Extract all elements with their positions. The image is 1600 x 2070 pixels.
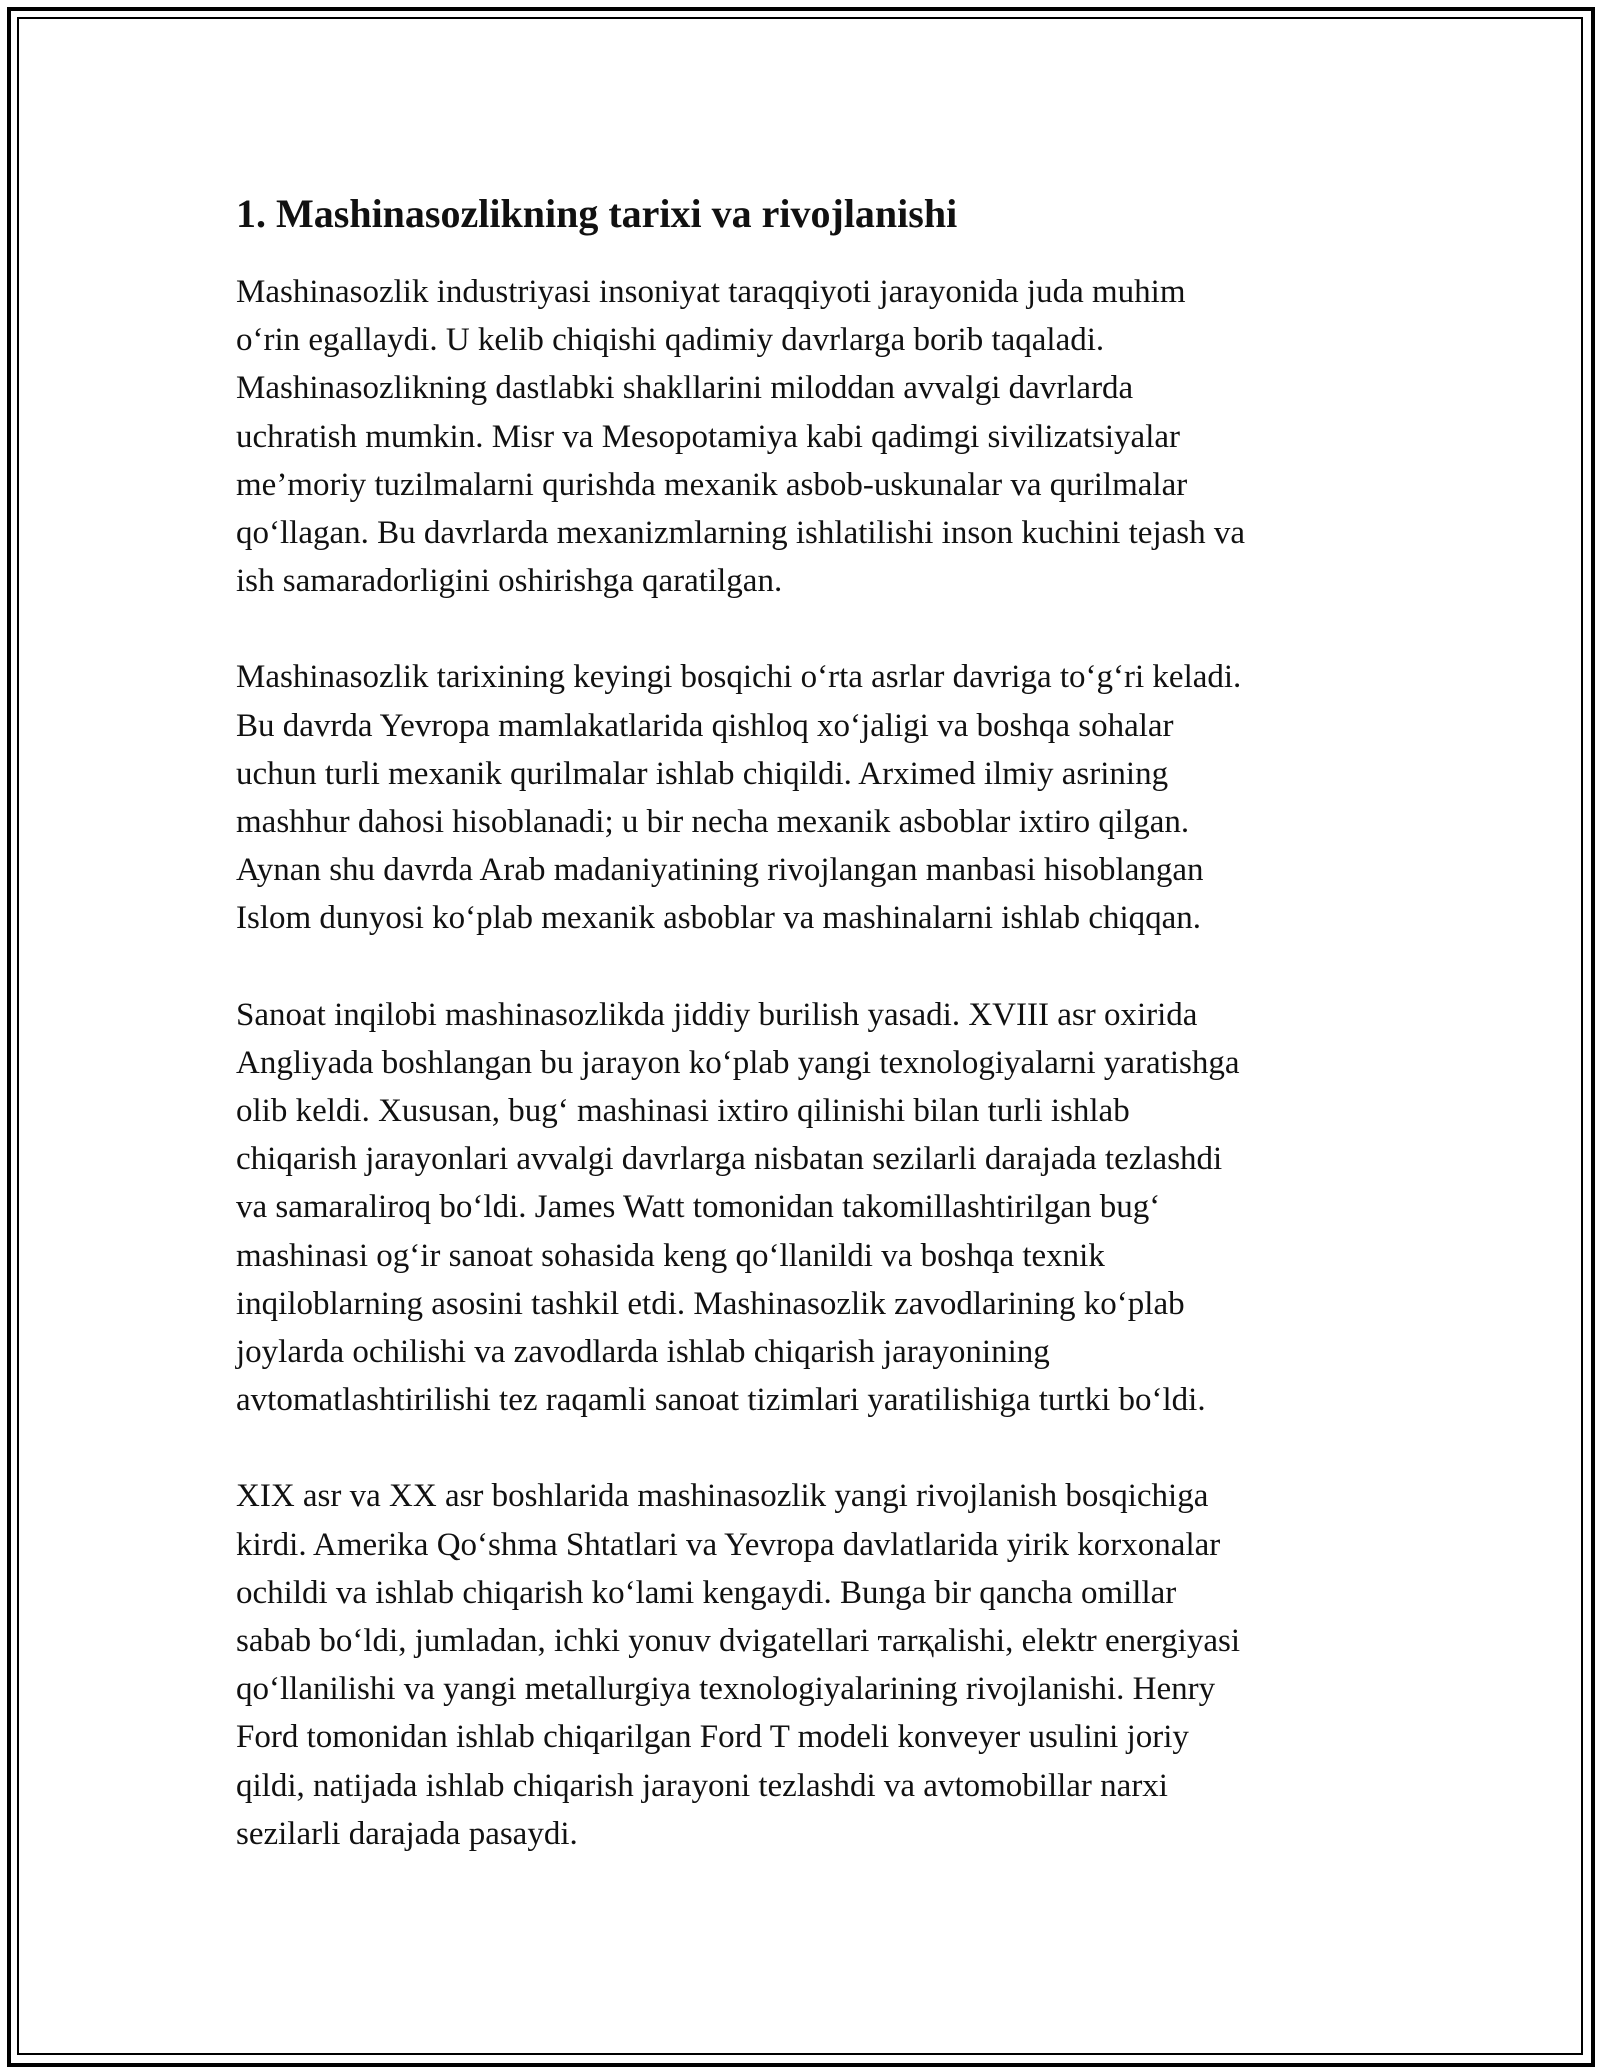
document-body (236, 182, 1396, 1906)
text-line: qo‘llagan. Bu davrlarda mexanizmlarning ishlatilishi inson kuchini tejash va (236, 515, 1246, 552)
paragraph-1 (236, 268, 1396, 605)
text-line: olib keldi. Xususan, bug‘ mashinasi ixtiro qilinishi bilan turli ishlab (236, 1093, 1130, 1130)
text-line: mashinasi og‘ir sanoat sohasida keng qo‘llanildi va boshqa texnik (236, 1237, 1105, 1274)
text-line: mashhur dahosi hisoblanadi; u bir necha mexanik asboblar ixtiro qilgan. (236, 804, 1190, 841)
text-line: Mashinasozlik tarixining keyingi bosqichi o‘rta asrlar davriga to‘g‘ri keladi. (236, 659, 1242, 696)
text-line: uchratish mumkin. Misr va Mesopotamiya kabi qadimgi sivilizatsiyalar (236, 418, 1180, 455)
text-line: Ford tomonidan ishlab chiqarilgan Ford T modeli konveyer usulini joriy (236, 1719, 1189, 1756)
text-line: avtomatlashtirilishi tez raqamli sanoat tizimlari yaratilishiga turtki bo‘ldi. (236, 1382, 1206, 1419)
text-line: Angliyada boshlangan bu jarayon ko‘plab yangi texnologiyalarni yaratishga (236, 1044, 1240, 1081)
text-line: qo‘llanilishi va yangi metallurgiya texnologiyalarining rivojlanishi. Henry (236, 1671, 1216, 1708)
text-line: Mashinasozlikning dastlabki shakllarini miloddan avvalgi davrlarda (236, 370, 1134, 407)
text-line: o‘rin egallaydi. U kelib chiqishi qadimiy davrlarga borib taqaladi. (236, 322, 1105, 359)
paragraph-4 (236, 1472, 1396, 1858)
text-line: Aynan shu davrda Arab madaniyatining rivojlangan manbasi hisoblangan (236, 852, 1204, 889)
text-line: Islom dunyosi ko‘plab mexanik asboblar va mashinalarni ishlab chiqqan. (236, 900, 1202, 937)
text-line: ochildi va ishlab chiqarish ko‘lami kengaydi. Bunga bir qancha omillar (236, 1574, 1177, 1611)
text-line: qildi, natijada ishlab chiqarish jarayoni tezlashdi va avtomobillar narxi (236, 1767, 1168, 1804)
text-line: ish samaradorligini oshirishga qaratilgan. (236, 563, 783, 600)
text-line: kirdi. Amerika Qo‘shma Shtatlari va Yevropa davlatlarida yirik korxonalar (236, 1526, 1221, 1563)
text-line: XIX asr va XX asr boshlarida mashinasozlik yangi rivojlanish bosqichiga (236, 1478, 1209, 1515)
text-line: sabab bo‘ldi, jumladan, ichki yonuv dvigatellari тarқalishi, elektr energiyasi (236, 1623, 1240, 1660)
text-line: Sanoat inqilobi mashinasozlikda jiddiy burilish yasadi. XVIII asr oxirida (236, 996, 1198, 1033)
text-line: joylarda ochilishi va zavodlarda ishlab chiqarish jarayonining (236, 1334, 1050, 1371)
text-line: inqiloblarning asosini tashkil etdi. Mashinasozlik zavodlarining ko‘plab (236, 1285, 1185, 1322)
text-line: me’moriy tuzilmalarni qurishda mexanik asbob-uskunalar va qurilmalar (236, 466, 1188, 503)
text-line: chiqarish jarayonlari avvalgi davrlarga nisbatan sezilarli darajada tezlashdi (236, 1141, 1223, 1178)
text-line: va samaraliroq bo‘ldi. James Watt tomonidan takomillashtirilgan bug‘ (236, 1189, 1161, 1226)
paragraph-2 (236, 653, 1396, 942)
text-line: Mashinasozlik industriyasi insoniyat taraqqiyoti jarayonida juda muhim (236, 274, 1186, 310)
paragraph-3 (236, 991, 1396, 1425)
page-title: 1. Mashinasozlikning tarixi va rivojlanishi (236, 191, 958, 236)
text-line: Bu davrda Yevropa mamlakatlarida qishloq xo‘jaligi va boshqa sohalar (236, 707, 1174, 744)
text-line: sezilarli darajada pasaydi. (236, 1815, 578, 1852)
text-line: uchun turli mexanik qurilmalar ishlab chiqildi. Arximed ilmiy asrining (236, 755, 1169, 792)
